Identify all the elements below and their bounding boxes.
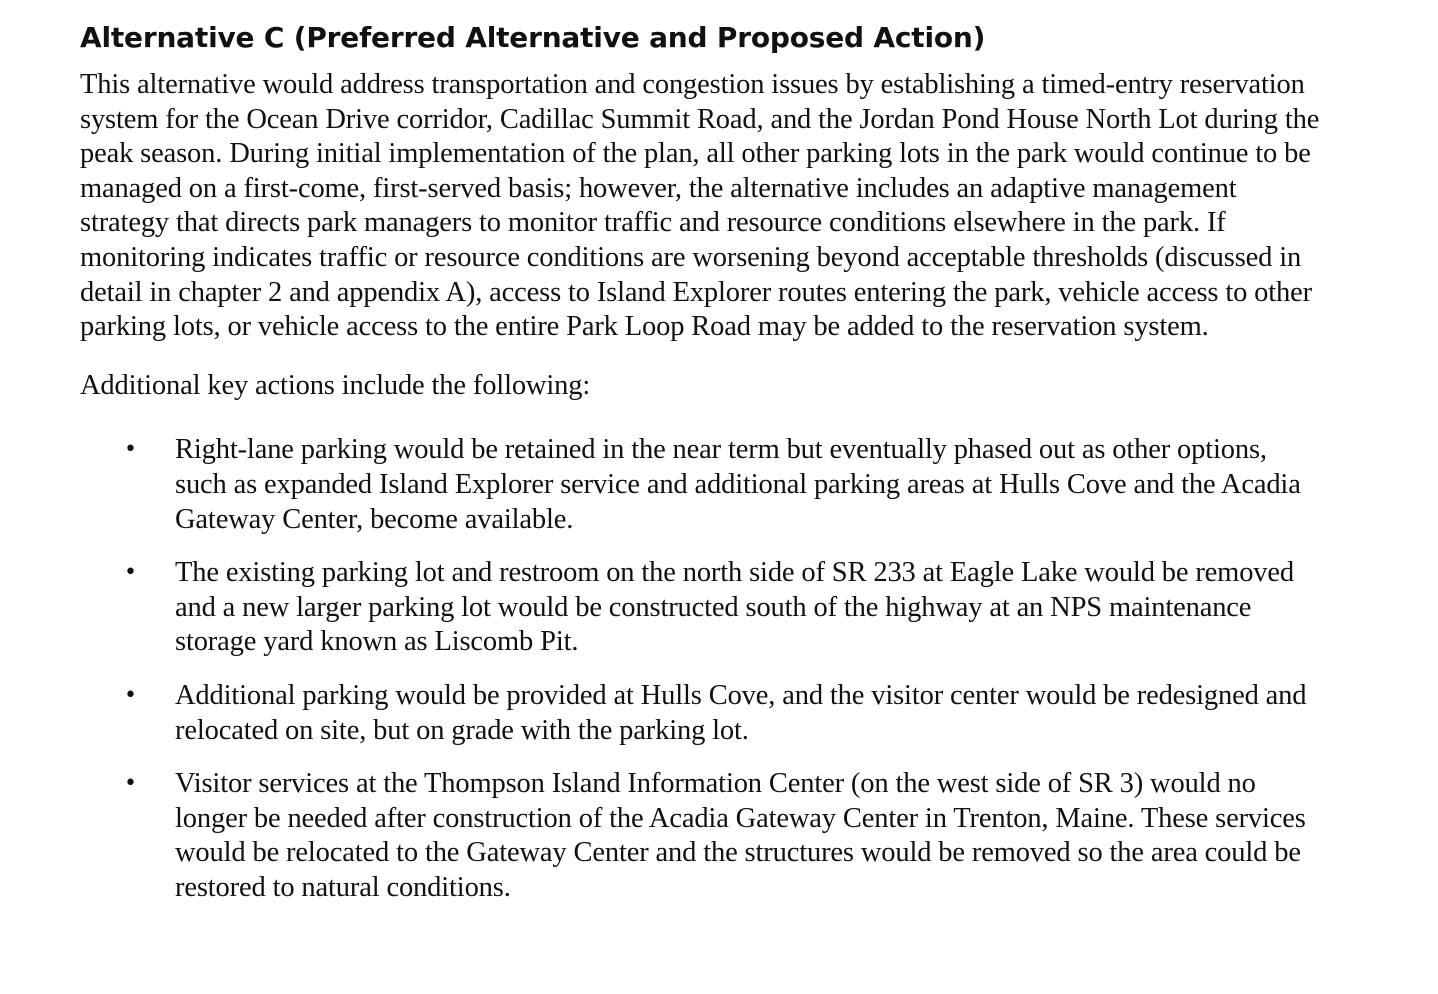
list-item [80,679,1320,748]
list-item-text: Right-lane parking would be retained in the near term but eventually phased out as other options, such as expanded Island Explorer service and additional parking areas at Hulls Cove and the Acadia Gateway Center, become available. [175,434,1301,535]
bullet-icon: • [124,771,137,797]
bullet-list-intro: Additional key actions include the following: [80,369,591,401]
bullet-icon: • [124,560,137,586]
bullet-icon: • [124,437,137,463]
key-actions-list [80,433,1320,905]
section-heading: Alternative C (Preferred Alternative and Proposed Action) [80,21,986,54]
section-paragraph: This alternative would address transportation and congestion issues by establishing a timed-entry reservation system for the Ocean Drive corridor, Cadillac Summit Road, and the Jordan Pond House North Lot during the peak season. During initial implementation of the plan, all other parking lots in the park would continue to be managed on a first-come, first-served basis; however, the alternative includes an adaptive management strategy that directs park managers to monitor traffic and resource conditions elsewhere in the park. If monitoring indicates traffic or resource conditions are worsening beyond acceptable thresholds (discussed in detail in chapter 2 and appendix A), access to Island Explorer routes entering the park, vehicle access to other parking lots, or vehicle access to the entire Park Loop Road may be added to the reservation system. [80,69,1320,343]
list-item [80,556,1320,660]
list-item [80,433,1320,537]
list-item-text: Visitor services at the Thompson Island Information Center (on the west side of SR 3) would no longer be needed after construction of the Acadia Gateway Center in Trenton, Maine. These services would be relocated to the Gateway Center and the structures would be removed so the area could be restored to natural conditions. [175,768,1306,903]
list-item-text: Additional parking would be provided at Hulls Cove, and the visitor center would be redesigned and relocated on site, but on grade with the parking lot. [175,679,1307,746]
document-page [80,20,1320,924]
list-item [80,767,1320,905]
list-item-text: The existing parking lot and restroom on the north side of SR 233 at Eagle Lake would be removed and a new larger parking lot would be constructed south of the highway at an NPS maintenance storage yard known as Liscomb Pit. [175,557,1295,658]
bullet-icon: • [124,682,137,708]
